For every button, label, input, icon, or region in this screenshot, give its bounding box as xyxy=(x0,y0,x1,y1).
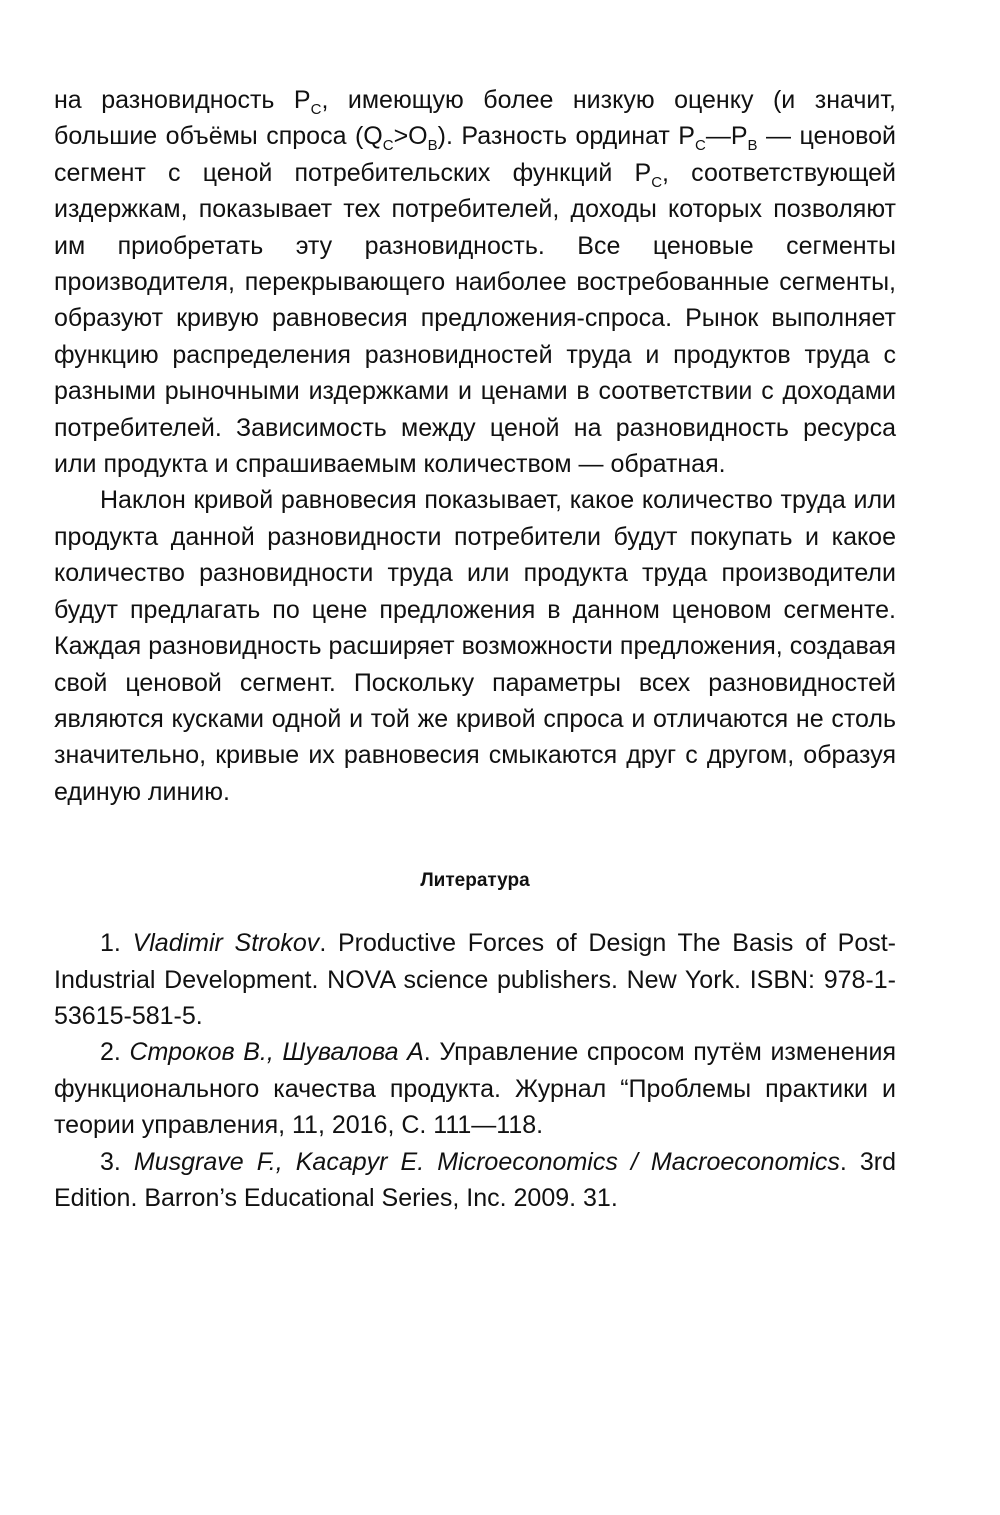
p1-text-2: , имеющую более низкую оценку (и значит, большие объёмы спроса (Q xyxy=(54,86,896,151)
subscript-c: C xyxy=(651,173,663,191)
reference-number: 3. xyxy=(100,1147,134,1176)
reference-text: . 3rd Edition. Barron’s Educational Series, Inc. 2009. 31. xyxy=(54,1147,897,1212)
reference-text: . Productive Forces of Design The Basis of Post-Industrial Development. NOVA science publishers. New York. ISBN: 978-1-53615-581-5. xyxy=(54,929,896,1030)
reference-item-1 xyxy=(54,925,896,1034)
p1-text-3: >O xyxy=(393,122,428,151)
reference-number: 2. xyxy=(100,1038,130,1067)
subscript-c: C xyxy=(695,137,706,155)
paragraph-2: Наклон кривой равновесия показывает, какое количество труда или продукта данной разновидности потребители будут покупать и какое количество разновидности труда или продукта труда производители будут предлагать по цене предложения в данном ценовом сегменте. Каждая разновидность расширяет возможности предложения, создавая свой ценовой сегмент. Поскольку параметры всех разновидностей являются кусками одной и той же кривой спроса и отличаются не столь значительно, кривые их равновесия смыкаются друг с другом, образуя единую линию. xyxy=(54,486,896,806)
p1-text-5: —P xyxy=(705,122,748,151)
reference-author: Vladimir Strokov xyxy=(132,929,320,958)
reference-number: 1. xyxy=(100,929,133,958)
reference-text: . Управление спросом путём изменения функционального качества продукта. Журнал “Проблемы практики и теории управления, 11, 2016, С. 111—118. xyxy=(54,1038,896,1140)
subscript-c: C xyxy=(382,137,394,155)
reference-author: Строков В., Шувалова А xyxy=(129,1038,424,1067)
p1-text-6: — ценовой сегмент с ценой потребительских функций P xyxy=(54,122,897,187)
subscript-c: C xyxy=(310,101,322,118)
reference-item-2 xyxy=(54,1034,896,1143)
p1-text-4: ). Разность ординат P xyxy=(437,122,695,151)
reference-author: Musgrave F., Kacapyr E. Microeconomics / Macroeconomics xyxy=(133,1147,840,1176)
p1-text-1: на разновидность P xyxy=(54,86,311,114)
reference-list xyxy=(54,925,896,1216)
subscript-b: B xyxy=(427,137,438,155)
literature-heading: Литература xyxy=(420,870,530,892)
reference-item-3 xyxy=(54,1144,896,1217)
subscript-b: B xyxy=(747,137,758,155)
paragraph-1 xyxy=(54,82,896,482)
page-content xyxy=(54,82,896,1216)
p1-text-7: , соответствующей издержкам, показывает тех потребителей, доходы которых позволяют им приобретать эту разновидность. Все ценовые сегменты производителя, перекрывающего наиболее востребованные сегменты, образуют кривую равновесия предложения-спроса. Рынок выполняет функцию распределения разновидностей труда и продуктов труда с разными рыночными издержками и ценами в соответствии с доходами потребителей. Зависимость между ценой на разновидность ресурса или продукта и спрашиваемым количеством — обратная. xyxy=(54,158,896,479)
